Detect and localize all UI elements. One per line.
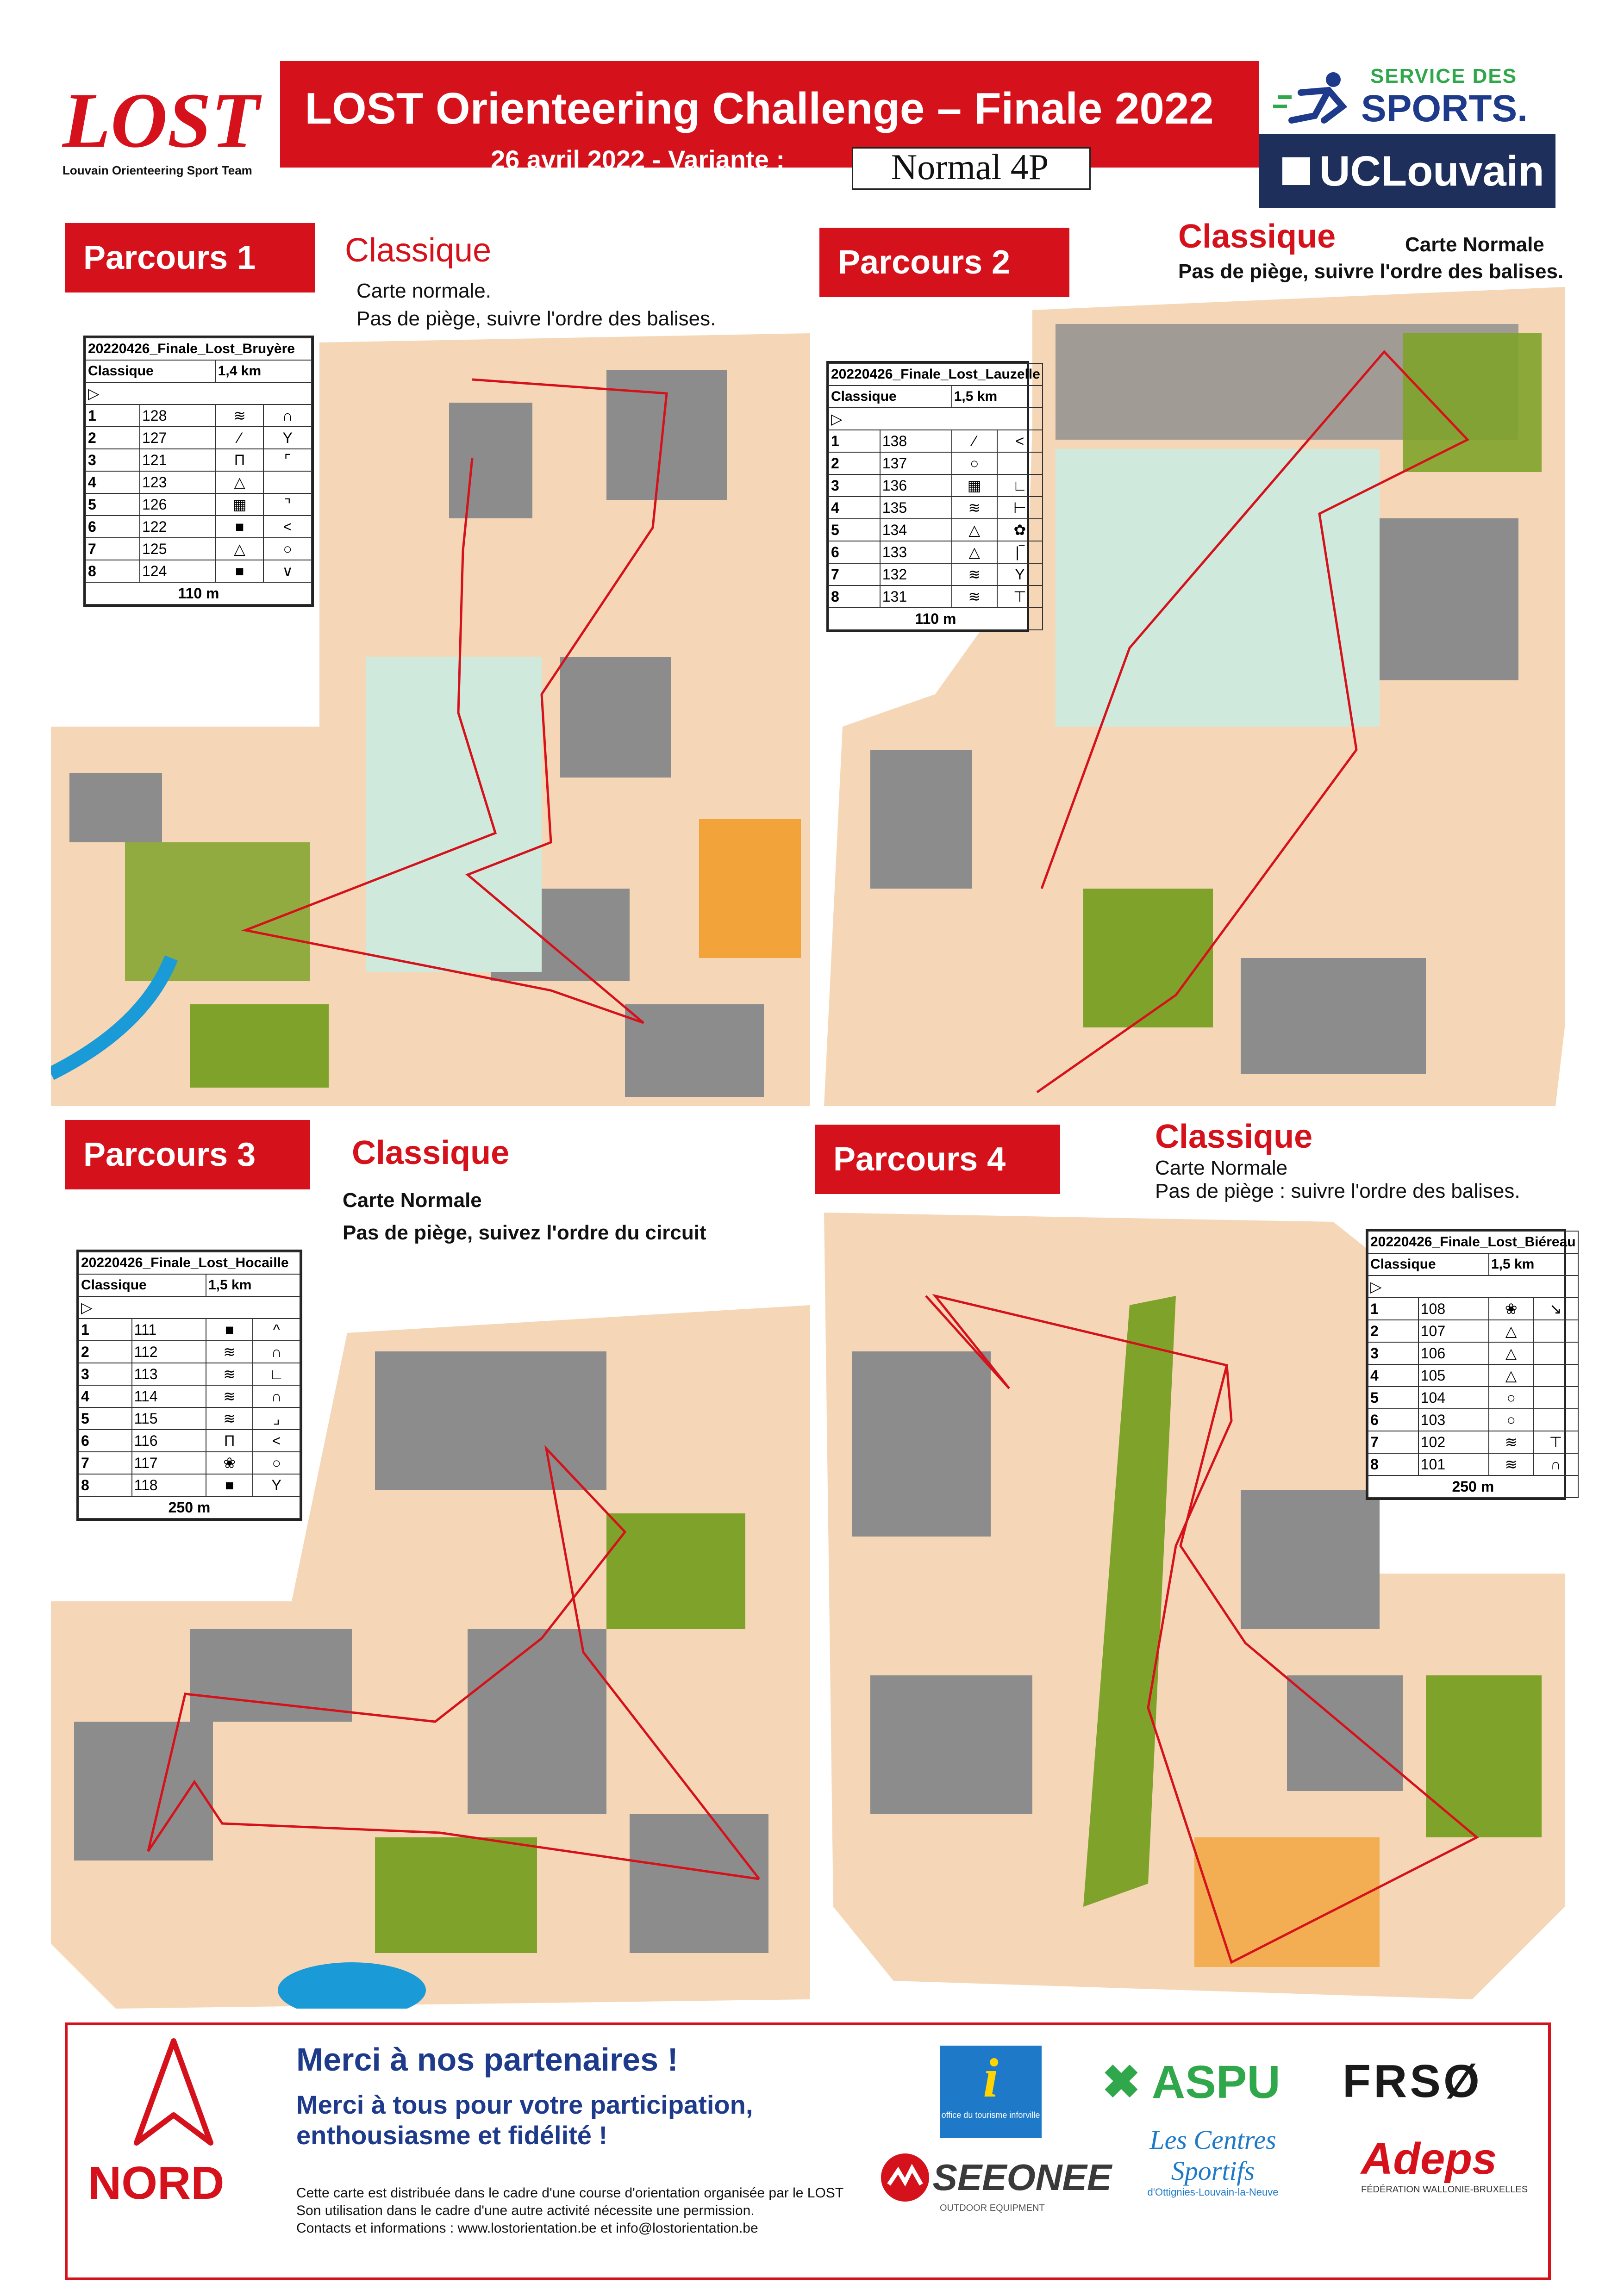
control-position-icon xyxy=(263,471,312,493)
control-symbol-icon: △ xyxy=(952,541,997,563)
runner-icon xyxy=(1273,69,1366,125)
control-code: 111 xyxy=(132,1319,206,1341)
frso-logo: FRSØ xyxy=(1343,2055,1482,2107)
control-position-icon: ∩ xyxy=(263,404,312,427)
control-number: 6 xyxy=(86,516,140,538)
start-triangle-icon: ▷ xyxy=(829,408,1043,430)
control-code: 134 xyxy=(880,519,952,541)
control-number: 5 xyxy=(1368,1387,1418,1409)
control-code: 118 xyxy=(132,1474,206,1496)
control-symbol-icon: ■ xyxy=(206,1319,253,1341)
control-code: 136 xyxy=(880,474,952,497)
control-position-icon xyxy=(1533,1409,1578,1431)
course-4-note-1: Carte Normale xyxy=(1155,1157,1288,1179)
course-2-finish: 110 m xyxy=(829,608,1043,630)
control-symbol-icon: ≋ xyxy=(206,1385,253,1407)
control-code: 138 xyxy=(880,430,952,452)
control-symbol-icon: ⁄ xyxy=(216,427,264,449)
control-position-icon: ⌝ xyxy=(263,493,312,516)
control-code: 116 xyxy=(132,1430,206,1452)
course-2-length: 1,5 km xyxy=(952,386,1043,408)
control-code: 108 xyxy=(1418,1298,1489,1320)
course-1-event: 20220426_Finale_Lost_Bruyère xyxy=(86,338,312,360)
page-title: LOST Orienteering Challenge – Finale 2022 xyxy=(305,84,1214,133)
variant-value: Normal 4P xyxy=(891,147,1049,187)
page-subtitle: 26 avril 2022 - Variante : xyxy=(491,145,785,174)
north-label: NORD xyxy=(88,2157,225,2209)
control-code: 104 xyxy=(1418,1387,1489,1409)
start-triangle-icon: ▷ xyxy=(1368,1276,1578,1298)
control-code: 135 xyxy=(880,497,952,519)
course-4-finish: 250 m xyxy=(1368,1475,1578,1498)
control-number: 8 xyxy=(829,585,880,608)
control-position-icon: ✿ xyxy=(997,519,1043,541)
centres-sub: d'Ottignies-Louvain-la-Neuve xyxy=(1147,2186,1279,2198)
service-des-label: SERVICE DES xyxy=(1370,65,1518,87)
control-position-icon: ○ xyxy=(263,538,312,560)
control-number: 1 xyxy=(79,1319,132,1341)
control-number: 3 xyxy=(829,474,880,497)
control-number: 1 xyxy=(829,430,880,452)
aspu-logo xyxy=(1102,2055,1280,2109)
control-symbol-icon: ≋ xyxy=(952,585,997,608)
course-1-length: 1,4 km xyxy=(216,360,312,382)
control-symbol-icon: Π xyxy=(216,449,264,471)
footer-disclaimer-1: Cette carte est distribuée dans le cadre d'une course d'orientation organisée par le LOST xyxy=(296,2185,844,2201)
course-3-event: 20220426_Finale_Lost_Hocaille xyxy=(79,1252,300,1274)
course-4-category: Classique xyxy=(1368,1253,1489,1276)
control-symbol-icon: △ xyxy=(1489,1342,1533,1364)
lost-logo-caption: Louvain Orienteering Sport Team xyxy=(62,163,252,177)
course-3-category: Classique xyxy=(79,1274,206,1296)
control-symbol-icon: ○ xyxy=(1489,1387,1533,1409)
control-position-icon: < xyxy=(263,516,312,538)
control-symbol-icon: ❀ xyxy=(1489,1298,1533,1320)
control-symbol-icon: ≋ xyxy=(206,1407,253,1430)
start-triangle-icon: ▷ xyxy=(86,382,312,404)
course-1-note-2: Pas de piège, suivre l'ordre des balises. xyxy=(356,307,716,330)
control-number: 7 xyxy=(79,1452,132,1474)
thanks-line: Merci à tous pour votre participation, enthousiasme et fidélité ! xyxy=(296,2090,753,2150)
course-4-length: 1,5 km xyxy=(1489,1253,1578,1276)
control-position-icon: ↘ xyxy=(1533,1298,1578,1320)
control-number: 7 xyxy=(1368,1431,1418,1453)
course-2-note-2: Pas de piège, suivre l'ordre des balises. xyxy=(1178,260,1564,283)
footer-disclaimer-2: Son utilisation dans le cadre d'une autre activité nécessite une permission. xyxy=(296,2203,755,2218)
lost-logo-mark: LOST xyxy=(62,77,259,164)
control-code: 101 xyxy=(1418,1453,1489,1475)
control-code: 127 xyxy=(140,427,216,449)
lost-logo xyxy=(62,77,266,197)
control-number: 5 xyxy=(86,493,140,516)
control-position-icon: < xyxy=(253,1430,300,1452)
control-position-icon: < xyxy=(997,430,1043,452)
seeonee-sub: OUTDOOR EQUIPMENT xyxy=(940,2203,1045,2213)
control-position-icon: ∟ xyxy=(997,474,1043,497)
control-position-icon: Y xyxy=(263,427,312,449)
north-arrow-icon xyxy=(132,2036,215,2152)
control-number: 2 xyxy=(1368,1320,1418,1342)
control-symbol-icon: ○ xyxy=(1489,1409,1533,1431)
control-number: 2 xyxy=(79,1341,132,1363)
control-number: 6 xyxy=(79,1430,132,1452)
footer-partners xyxy=(65,2022,1551,2280)
control-number: 5 xyxy=(829,519,880,541)
centres-sportifs-logo xyxy=(1139,2124,1287,2198)
course-4-label: Parcours 4 xyxy=(815,1125,1060,1194)
course-1-label: Parcours 1 xyxy=(65,223,315,292)
control-symbol-icon: ≋ xyxy=(206,1363,253,1385)
control-code: 113 xyxy=(132,1363,206,1385)
control-position-icon xyxy=(1533,1320,1578,1342)
control-position-icon: ∨ xyxy=(263,560,312,582)
adeps-label: Adeps xyxy=(1361,2134,1497,2184)
course-4-type: Classique xyxy=(1155,1118,1313,1155)
control-number: 1 xyxy=(1368,1298,1418,1320)
control-position-icon: ⊢ xyxy=(997,497,1043,519)
control-symbol-icon: ■ xyxy=(206,1474,253,1496)
control-symbol-icon: △ xyxy=(216,538,264,560)
control-symbol-icon: ▦ xyxy=(216,493,264,516)
control-code: 124 xyxy=(140,560,216,582)
control-number: 8 xyxy=(86,560,140,582)
control-symbol-icon: ○ xyxy=(952,452,997,474)
control-code: 112 xyxy=(132,1341,206,1363)
control-symbol-icon: ≋ xyxy=(952,497,997,519)
course-4-description xyxy=(1366,1229,1576,1500)
uclouvain-square-icon xyxy=(1282,157,1310,185)
control-position-icon: ^ xyxy=(253,1319,300,1341)
course-3-note-1: Carte Normale xyxy=(343,1189,482,1212)
control-code: 106 xyxy=(1418,1342,1489,1364)
control-position-icon: ∩ xyxy=(253,1385,300,1407)
adeps-logo xyxy=(1361,2134,1528,2195)
control-number: 7 xyxy=(829,563,880,585)
control-symbol-icon: ≋ xyxy=(1489,1431,1533,1453)
course-2-type: Classique xyxy=(1178,218,1336,255)
seeonee-icon xyxy=(880,2152,931,2203)
control-number: 3 xyxy=(1368,1342,1418,1364)
control-symbol-icon: ≋ xyxy=(216,404,264,427)
tourisme-label: office du tourisme inforville xyxy=(941,2110,1040,2120)
control-position-icon xyxy=(1533,1387,1578,1409)
control-symbol-icon: ■ xyxy=(216,560,264,582)
control-symbol-icon: ⁄ xyxy=(952,430,997,452)
control-symbol-icon: ≋ xyxy=(1489,1453,1533,1475)
control-symbol-icon: ≋ xyxy=(206,1341,253,1363)
control-code: 123 xyxy=(140,471,216,493)
control-position-icon: ⌟ xyxy=(253,1407,300,1430)
control-position-icon: ⊤ xyxy=(1533,1431,1578,1453)
control-position-icon: Y xyxy=(997,563,1043,585)
control-number: 8 xyxy=(79,1474,132,1496)
footer-disclaimer-3: Contacts et informations : www.lostorientation.be et info@lostorientation.be xyxy=(296,2221,758,2236)
adeps-sub: FÉDÉRATION WALLONIE-BRUXELLES xyxy=(1361,2184,1528,2195)
uclouvain-label: UCLouvain xyxy=(1319,148,1544,195)
service-des-sports-logo xyxy=(1268,65,1555,130)
sports-label: SPORTS. xyxy=(1361,87,1528,130)
control-symbol-icon: △ xyxy=(1489,1364,1533,1387)
control-symbol-icon: △ xyxy=(952,519,997,541)
control-code: 122 xyxy=(140,516,216,538)
control-symbol-icon: △ xyxy=(1489,1320,1533,1342)
info-icon: i xyxy=(983,2047,999,2109)
control-symbol-icon: Π xyxy=(206,1430,253,1452)
tourisme-logo xyxy=(940,2046,1042,2138)
control-number: 4 xyxy=(829,497,880,519)
control-number: 4 xyxy=(1368,1364,1418,1387)
control-symbol-icon: ≋ xyxy=(952,563,997,585)
control-position-icon xyxy=(1533,1342,1578,1364)
control-symbol-icon: ❀ xyxy=(206,1452,253,1474)
control-number: 6 xyxy=(829,541,880,563)
control-number: 2 xyxy=(86,427,140,449)
control-number: 3 xyxy=(79,1363,132,1385)
control-code: 115 xyxy=(132,1407,206,1430)
control-code: 103 xyxy=(1418,1409,1489,1431)
course-1-finish: 110 m xyxy=(86,582,312,604)
control-code: 131 xyxy=(880,585,952,608)
course-3-length: 1,5 km xyxy=(206,1274,300,1296)
footer-disclaimer xyxy=(296,2184,898,2237)
control-number: 7 xyxy=(86,538,140,560)
control-code: 121 xyxy=(140,449,216,471)
thanks-title: Merci à nos partenaires ! xyxy=(296,2041,678,2078)
aspu-x-icon: ✖ xyxy=(1102,2056,1141,2108)
course-1-category: Classique xyxy=(86,360,216,382)
control-symbol-icon: ▦ xyxy=(952,474,997,497)
course-3-description xyxy=(76,1250,302,1521)
control-position-icon: Y xyxy=(253,1474,300,1496)
course-2-note-1: Carte Normale xyxy=(1405,233,1544,256)
course-2-description xyxy=(826,361,1040,632)
control-code: 107 xyxy=(1418,1320,1489,1342)
control-number: 5 xyxy=(79,1407,132,1430)
control-code: 126 xyxy=(140,493,216,516)
control-code: 132 xyxy=(880,563,952,585)
control-position-icon: ⌜ xyxy=(263,449,312,471)
course-3-type: Classique xyxy=(352,1134,510,1171)
control-number: 8 xyxy=(1368,1453,1418,1475)
control-position-icon xyxy=(1533,1364,1578,1387)
control-symbol-icon: ■ xyxy=(216,516,264,538)
control-number: 4 xyxy=(86,471,140,493)
seeonee-logo xyxy=(880,2152,1112,2214)
course-2-label: Parcours 2 xyxy=(819,228,1069,297)
course-2-event: 20220426_Finale_Lost_Lauzelle xyxy=(829,363,1043,386)
control-symbol-icon: △ xyxy=(216,471,264,493)
course-3-note-2: Pas de piège, suivez l'ordre du circuit xyxy=(343,1221,706,1244)
control-position-icon: ∟ xyxy=(253,1363,300,1385)
control-position-icon: ∩ xyxy=(253,1341,300,1363)
control-number: 4 xyxy=(79,1385,132,1407)
course-1-note-1: Carte normale. xyxy=(356,280,492,302)
course-4-note-2: Pas de piège : suivre l'ordre des balises. xyxy=(1155,1180,1520,1202)
course-4-event: 20220426_Finale_Lost_Biéreau xyxy=(1368,1231,1578,1253)
control-number: 1 xyxy=(86,404,140,427)
course-3-label: Parcours 3 xyxy=(65,1120,310,1189)
control-position-icon: ∩ xyxy=(1533,1453,1578,1475)
control-position-icon xyxy=(997,452,1043,474)
control-code: 117 xyxy=(132,1452,206,1474)
control-code: 105 xyxy=(1418,1364,1489,1387)
course-1-type: Classique xyxy=(345,232,492,269)
seeonee-label: SEEONEE xyxy=(932,2157,1112,2198)
course-3-finish: 250 m xyxy=(79,1496,300,1518)
course-1-description xyxy=(83,336,314,607)
control-code: 137 xyxy=(880,452,952,474)
control-code: 102 xyxy=(1418,1431,1489,1453)
control-position-icon: ⊤ xyxy=(997,585,1043,608)
control-position-icon: |‾ xyxy=(997,541,1043,563)
control-code: 114 xyxy=(132,1385,206,1407)
control-position-icon: ○ xyxy=(253,1452,300,1474)
start-triangle-icon: ▷ xyxy=(79,1296,300,1319)
control-number: 6 xyxy=(1368,1409,1418,1431)
aspu-label: ASPU xyxy=(1151,2056,1280,2108)
centres-label: Les Centres Sportifs xyxy=(1149,2125,1276,2186)
course-2-category: Classique xyxy=(829,386,952,408)
control-number: 2 xyxy=(829,452,880,474)
control-code: 128 xyxy=(140,404,216,427)
control-code: 125 xyxy=(140,538,216,560)
control-code: 133 xyxy=(880,541,952,563)
control-number: 3 xyxy=(86,449,140,471)
